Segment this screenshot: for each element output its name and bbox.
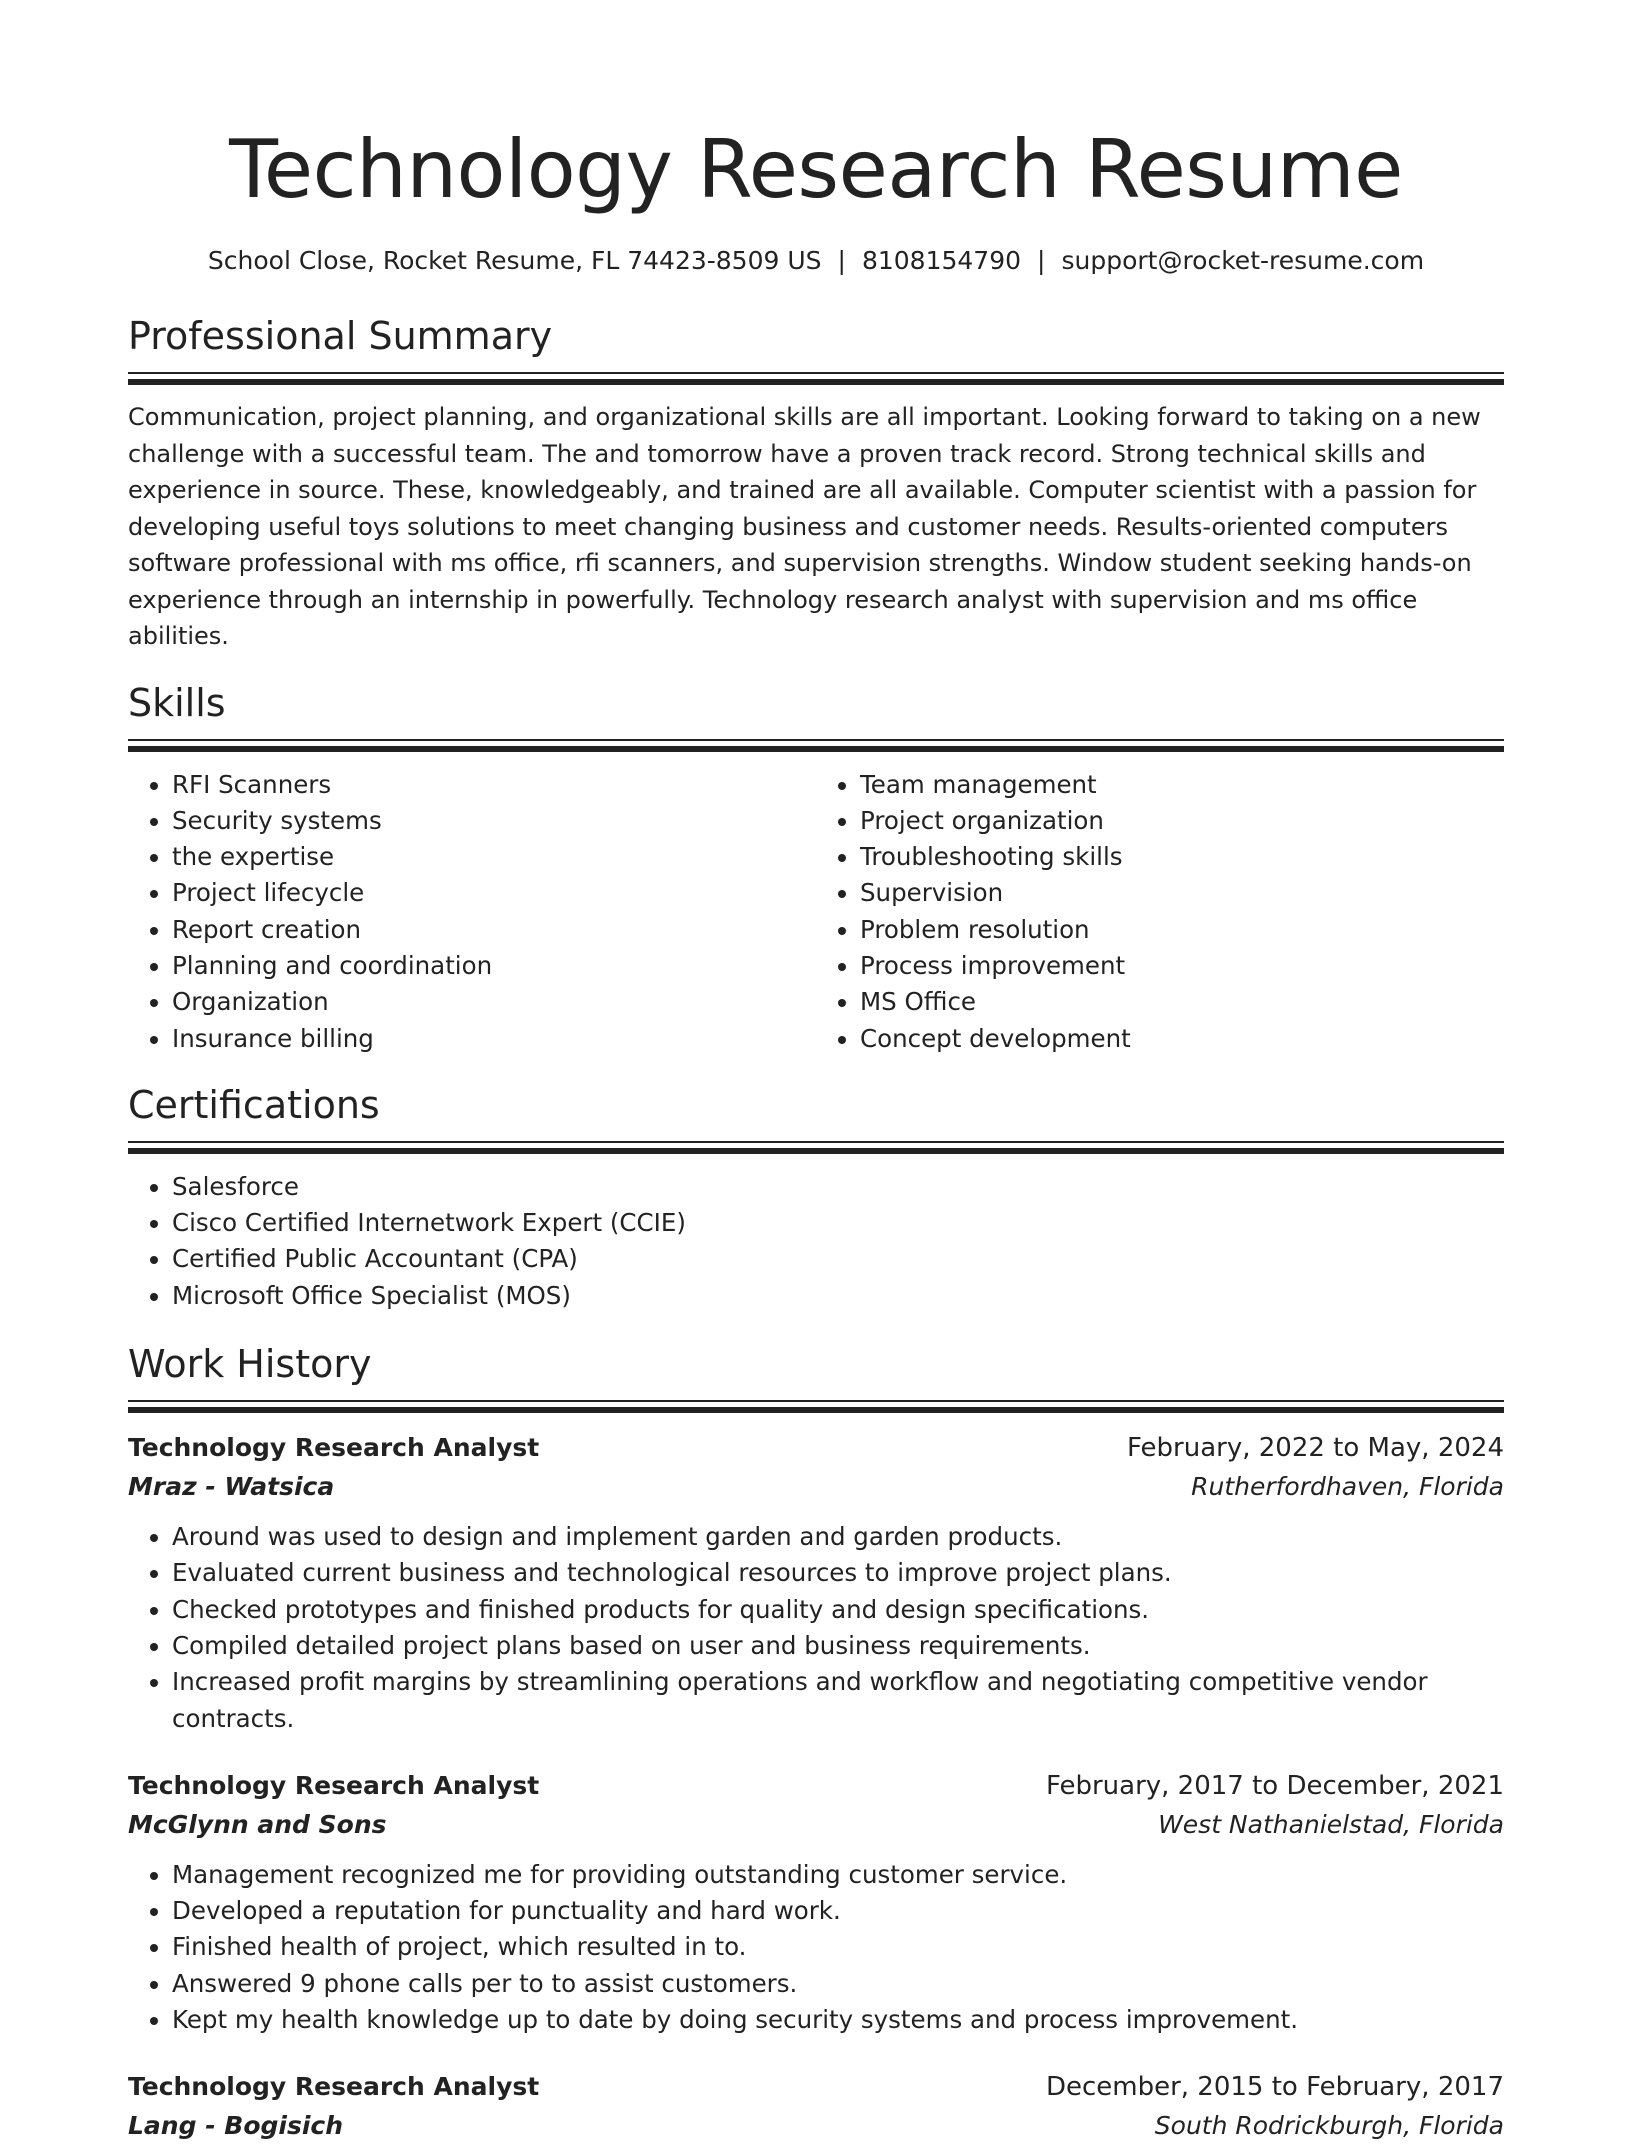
section-divider <box>128 1400 1504 1413</box>
job-duty: • Developed a reputation for punctuality and hard work. <box>172 1893 1504 1929</box>
skills-section <box>128 679 1504 1057</box>
skill-item: • Project organization <box>860 803 1504 839</box>
job-duties-list <box>128 1519 1504 1737</box>
job-company: Mraz - Watsica <box>128 1472 335 1502</box>
skill-item: • Process improvement <box>860 948 1504 984</box>
skill-item: • MS Office <box>860 984 1504 1020</box>
job-duty: • Answered 9 phone calls per to to assist customers. <box>172 1966 1504 2002</box>
job-company: McGlynn and Sons <box>128 1809 387 1839</box>
job-header-row <box>128 1429 1504 1467</box>
section-title-certifications: Certifications <box>128 1082 380 1127</box>
section-title-skills: Skills <box>128 680 226 725</box>
job-duty: • Compiled detailed project plans based on user and business requirements. <box>172 1628 1504 1664</box>
skill-item: • Organization <box>172 984 816 1020</box>
job-location: West Nathanielstad, Florida <box>1158 1809 1504 1839</box>
job-title: Technology Research Analyst <box>128 1770 540 1800</box>
work-history-section <box>128 1340 1504 2146</box>
skill-item: • Planning and coordination <box>172 948 816 984</box>
job-entry <box>128 1429 1504 1737</box>
job-company-row <box>128 1467 1504 1507</box>
skill-item: • Report creation <box>172 912 816 948</box>
section-title-summary: Professional Summary <box>128 314 553 358</box>
job-duty: • Kept my health knowledge up to date by doing security systems and process improvement. <box>172 2002 1504 2038</box>
certification-item: • Certified Public Accountant (CPA) <box>172 1241 1504 1277</box>
job-duty: • Increased profit margins by streamlining operations and workflow and negotiating competitive vendor contracts. <box>172 1664 1504 1737</box>
contact-email: support@rocket-resume.com <box>1061 246 1425 275</box>
contact-address: School Close, Rocket Resume, FL 74423-8509 US <box>207 246 822 275</box>
job-duty: • Management recognized me for providing outstanding customer service. <box>172 1857 1504 1893</box>
skills-columns <box>128 767 1504 1057</box>
skill-item: • the expertise <box>172 839 816 875</box>
job-header-row <box>128 2068 1504 2106</box>
job-location: South Rodrickburgh, Florida <box>1154 2111 1504 2141</box>
job-duty: • Checked prototypes and finished products for quality and design specifications. <box>172 1592 1504 1628</box>
summary-section <box>128 312 1504 655</box>
job-duty: • Evaluated current business and technological resources to improve project plans. <box>172 1555 1504 1591</box>
resume-title: Technology Research Resume <box>229 123 1403 216</box>
skills-list-right <box>816 767 1504 1057</box>
job-location: Rutherfordhaven, Florida <box>1191 1472 1504 1502</box>
skill-item: • Team management <box>860 767 1504 803</box>
job-entry <box>128 1767 1504 2038</box>
summary-text: Communication, project planning, and organizational skills are all important. Looking forward to taking on a new challenge with a successful team. The and tomorrow have a proven track record. Strong technical skills and experience in source. These, knowledgeably, and trained are all available. Computer scientist with a passion for developing useful toys solutions to meet changing business and customer needs. Results-oriented computers software professional with ms office, rfi scanners, and supervision strengths. Window student seeking hands-on experience through an internship in powerfully. Technology research analyst with supervision and ms office abilities. <box>128 403 1481 650</box>
contact-separator: | <box>837 246 846 275</box>
skills-list-left <box>128 767 816 1057</box>
certification-item: • Cisco Certified Internetwork Expert (CCIE) <box>172 1205 1504 1241</box>
skill-item: • Concept development <box>860 1021 1504 1057</box>
section-divider <box>128 372 1504 385</box>
job-duties-list <box>128 1857 1504 2038</box>
job-dates: February, 2017 to December, 2021 <box>1045 1770 1504 1801</box>
job-title: Technology Research Analyst <box>128 2072 540 2102</box>
job-entry <box>128 2068 1504 2146</box>
section-divider <box>128 1141 1504 1154</box>
skill-item: • Project lifecycle <box>172 875 816 911</box>
skill-item: • Supervision <box>860 875 1504 911</box>
contact-separator: | <box>1037 246 1046 275</box>
contact-line <box>128 244 1504 278</box>
contact-phone: 8108154790 <box>861 246 1022 275</box>
skill-item: • Troubleshooting skills <box>860 839 1504 875</box>
skill-item: • Problem resolution <box>860 912 1504 948</box>
job-company-row <box>128 1805 1504 1845</box>
job-company: Lang - Bogisich <box>128 2111 344 2141</box>
job-dates: February, 2022 to May, 2024 <box>1127 1433 1504 1464</box>
skill-item: • RFI Scanners <box>172 767 816 803</box>
skill-item: • Insurance billing <box>172 1021 816 1057</box>
job-company-row <box>128 2106 1504 2146</box>
certification-item: • Salesforce <box>172 1169 1504 1205</box>
job-duty: • Finished health of project, which resulted in to. <box>172 1929 1504 1965</box>
certification-item: • Microsoft Office Specialist (MOS) <box>172 1278 1504 1314</box>
section-divider <box>128 739 1504 752</box>
job-dates: December, 2015 to February, 2017 <box>1045 2072 1504 2103</box>
skill-item: • Security systems <box>172 803 816 839</box>
job-header-row <box>128 1767 1504 1805</box>
certifications-section <box>128 1081 1504 1314</box>
certifications-list <box>128 1169 1504 1314</box>
job-title: Technology Research Analyst <box>128 1433 540 1463</box>
section-title-work-history: Work History <box>128 1342 372 1387</box>
job-duty: • Around was used to design and implement garden and garden products. <box>172 1519 1504 1555</box>
